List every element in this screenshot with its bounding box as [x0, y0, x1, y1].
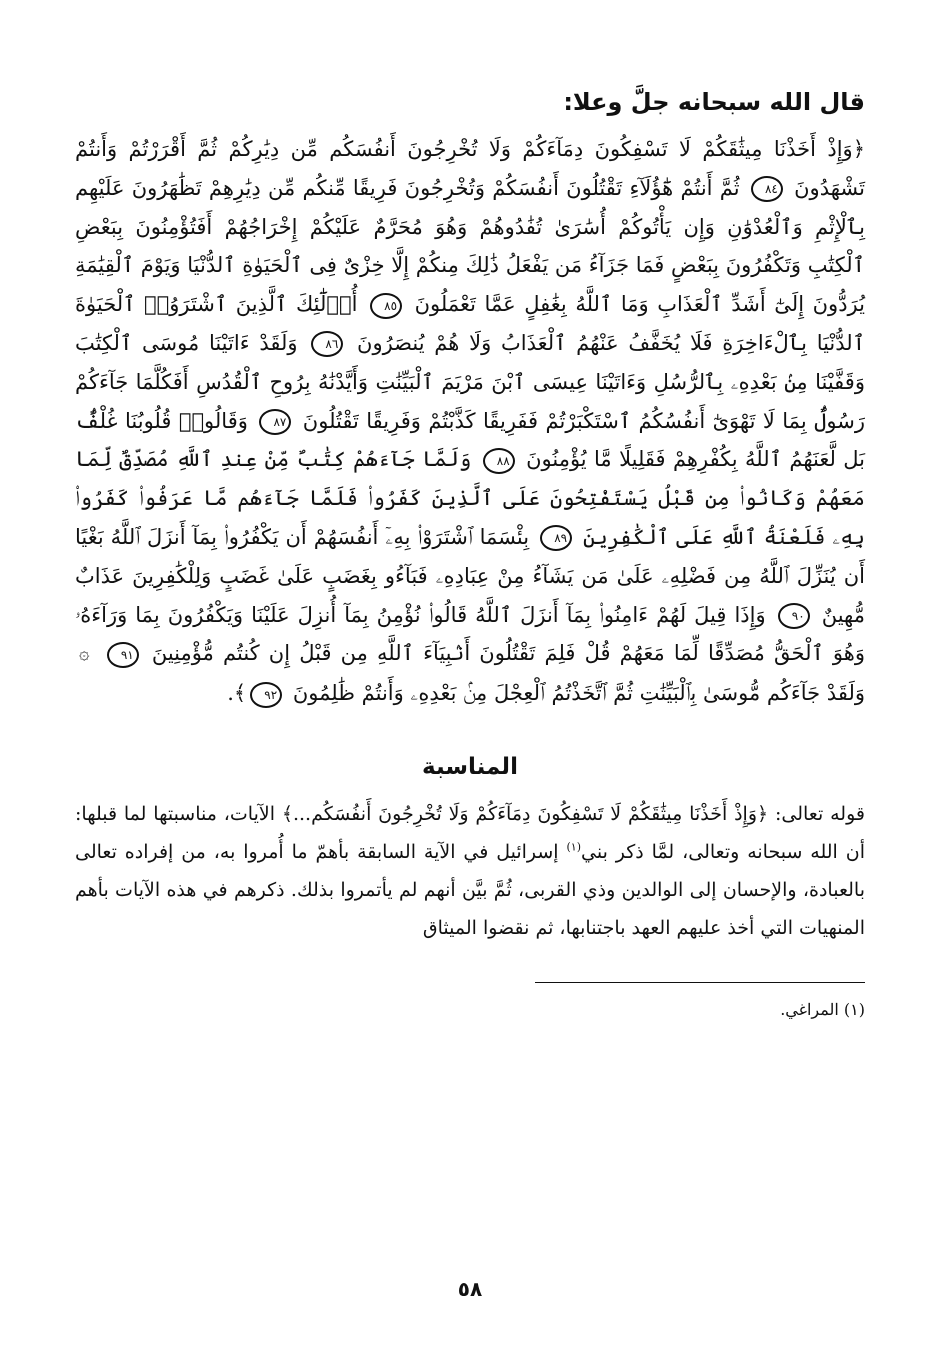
verse-text-4: وَلَقَدْ ءَاتَيْنَا مُوسَى ٱلْكِتَٰبَ وَقَفَّيْنَا مِنۢ بَعْدِهِۦ بِٱلرُّسُلِ وَءَاتَيْنَا عِيسَى ٱبْنَ مَرْيَمَ ٱلْبَيِّنَٰتِ وَأَيَّدْنَٰهُ بِرُوحِ ٱلْقُدُسِ أَفَكُلَّمَا جَآءَكُمْ رَسُولٌۢ بِمَا لَا تَهْوَىٰٓ أَنفُسُكُمُ ٱسْتَكْبَرْتُمْ فَفَرِيقًا كَذَّبْتُمْ وَفَرِيقًا تَقْتُلُونَ: [75, 330, 865, 433]
page-number: ٥٨: [457, 1277, 483, 1301]
verse-close-bracket: ﴾.: [227, 681, 247, 706]
footnote: (١) المراغي.: [780, 1000, 865, 1020]
commentary-paragraph: [75, 795, 865, 947]
verse-open-bracket: ﴿: [852, 137, 865, 161]
ayah-number-90: ٩٠: [778, 603, 810, 629]
ayah-number-87: ٨٧: [259, 409, 291, 435]
verse-text-5: وَقَالُوا۟ قُلُوبُنَا غُلْفٌۢ بَل لَّعَنَهُمُ ٱللَّهُ بِكُفْرِهِمْ فَقَلِيلًا مَّا يُؤْمِنُونَ: [75, 408, 866, 472]
ayah-number-84: ٨٤: [751, 176, 783, 202]
ayah-number-86: ٨٦: [311, 331, 343, 357]
commentary-text-before-ref: الآيات، مناسبتها لما قبلها: أن الله سبحانه وتعالى، لمَّا ذكر بني: [75, 803, 865, 864]
footnote-divider: [535, 982, 865, 983]
ayah-number-89: ٨٩: [540, 525, 572, 551]
commentary-text-after-ref: إسرائيل في الآية السابقة بأهمّ ما أُمروا به، من إفراده تعالى بالعبادة، والإحسان إلى الوالدين وذي القربى، ثُمَّ بيَّن أنهم لم يأتمروا بذلك. ذكرهم في هذه الآيات بأهم المنهيات التي أخذ عليهم العهد باجتنابها، ثم نقضوا الميثاق: [75, 841, 865, 940]
page-heading: قال الله سبحانه جلَّ وعلا:: [563, 88, 865, 116]
commentary-intro: قوله تعالى:: [774, 803, 865, 826]
ayah-number-88: ٨٨: [483, 448, 515, 474]
ayah-number-91: ٩١: [107, 642, 139, 668]
ayah-number-92: ٩٢: [250, 682, 282, 708]
verse-text-8: وَإِذَا قِيلَ لَهُمْ ءَامِنُوا۟ بِمَآ أَنزَلَ ٱللَّهُ قَالُوا۟ نُؤْمِنُ بِمَآ أُنزِلَ عَلَيْنَا وَيَكْفُرُونَ بِمَا وَرَآءَهُۥ وَهُوَ ٱلْحَقُّ مُصَدِّقًا لِّمَا مَعَهُمْ قُلْ فَلِمَ تَقْتُلُونَ أَنۢبِيَآءَ ٱللَّهِ مِن قَبْلُ إِن كُنتُم مُّؤْمِنِينَ: [75, 602, 865, 666]
verse-text-3: أُو۟لَٰٓئِكَ ٱلَّذِينَ ٱشْتَرَوُا۟ ٱلْحَيَوٰةَ ٱلدُّنْيَا بِٱلْءَاخِرَةِ فَلَا يُخَفَّفُ عَنْهُمُ ٱلْعَذَابُ وَلَا هُمْ يُنصَرُونَ: [75, 292, 865, 355]
section-title: المناسبة: [422, 754, 518, 781]
quran-verses: [75, 130, 865, 713]
verse-text-6: وَلَمَّا جَآءَهُمْ كِتَٰبٌ مِّنْ عِندِ ٱللَّهِ مُصَدِّقٌ لِّمَا مَعَهُمْ وَكَانُوا۟ مِن قَبْلُ يَسْتَفْتِحُونَ عَلَى ٱلَّذِينَ كَفَرُوا۟ فَلَمَّا جَآءَهُم مَّا عَرَفُوا۟ كَفَرُوا۟ بِهِۦ فَلَعْنَةُ ٱللَّهِ عَلَى ٱلْكَٰفِرِينَ: [75, 447, 865, 549]
commentary-quote: ﴿وَإِذْ أَخَذْنَا مِيثَٰقَكُمْ لَا تَسْفِكُونَ دِمَآءَكُمْ وَلَا تُخْرِجُونَ أَنفُسَكُم...﴾: [281, 803, 769, 826]
rub-el-hizb-icon: ۞: [79, 643, 90, 665]
verse-text-1: وَإِذْ أَخَذْنَا مِيثَٰقَكُمْ لَا تَسْفِكُونَ دِمَآءَكُمْ وَلَا تُخْرِجُونَ أَنفُسَكُم مِّن دِيَٰرِكُمْ ثُمَّ أَقْرَرْتُمْ وَأَنتُمْ تَشْهَدُونَ: [75, 137, 865, 200]
book-page: [75, 80, 865, 1330]
verse-text-7: بِئْسَمَا ٱشْتَرَوْا۟ بِهِۦٓ أَنفُسَهُمْ أَن يَكْفُرُوا۟ بِمَآ أَنزَلَ ٱللَّهُ بَغْيًا أَن يُنَزِّلَ ٱللَّهُ مِن فَضْلِهِۦ عَلَىٰ مَن يَشَآءُ مِنْ عِبَادِهِۦ فَبَآءُو بِغَضَبٍ عَلَىٰ غَضَبٍ وَلِلْكَٰفِرِينَ عَذَابٌ مُّهِينٌ: [75, 524, 865, 627]
ayah-number-85: ٨٥: [370, 293, 402, 319]
footnote-reference[interactable]: (١): [566, 840, 581, 854]
verse-text-9: وَلَقَدْ جَآءَكُم مُّوسَىٰ بِٱلْبَيِّنَٰتِ ثُمَّ ٱتَّخَذْتُمُ ٱلْعِجْلَ مِنۢ بَعْدِهِۦ وَأَنتُمْ ظَٰلِمُونَ: [292, 681, 865, 706]
verse-text-2: ثُمَّ أَنتُمْ هَٰٓؤُلَآءِ تَقْتُلُونَ أَنفُسَكُمْ وَتُخْرِجُونَ فَرِيقًا مِّنكُم مِّن دِيَٰرِهِمْ تَظَٰهَرُونَ عَلَيْهِم بِٱلْإِثْمِ وَٱلْعُدْوَٰنِ وَإِن يَأْتُوكُمْ أُسَٰرَىٰ تُفَٰدُوهُمْ وَهُوَ مُحَرَّمٌ عَلَيْكُمْ إِخْرَاجُهُمْ أَفَتُؤْمِنُونَ بِبَعْضِ ٱلْكِتَٰبِ وَتَكْفُرُونَ بِبَعْضٍ فَمَا جَزَآءُ مَن يَفْعَلُ ذَٰلِكَ مِنكُمْ إِلَّا خِزْىٌ فِى ٱلْحَيَوٰةِ ٱلدُّنْيَا وَيَوْمَ ٱلْقِيَٰمَةِ يُرَدُّونَ إِلَىٰٓ أَشَدِّ ٱلْعَذَابِ وَمَا ٱللَّهُ بِغَٰفِلٍ عَمَّا تَعْمَلُونَ: [75, 175, 865, 317]
